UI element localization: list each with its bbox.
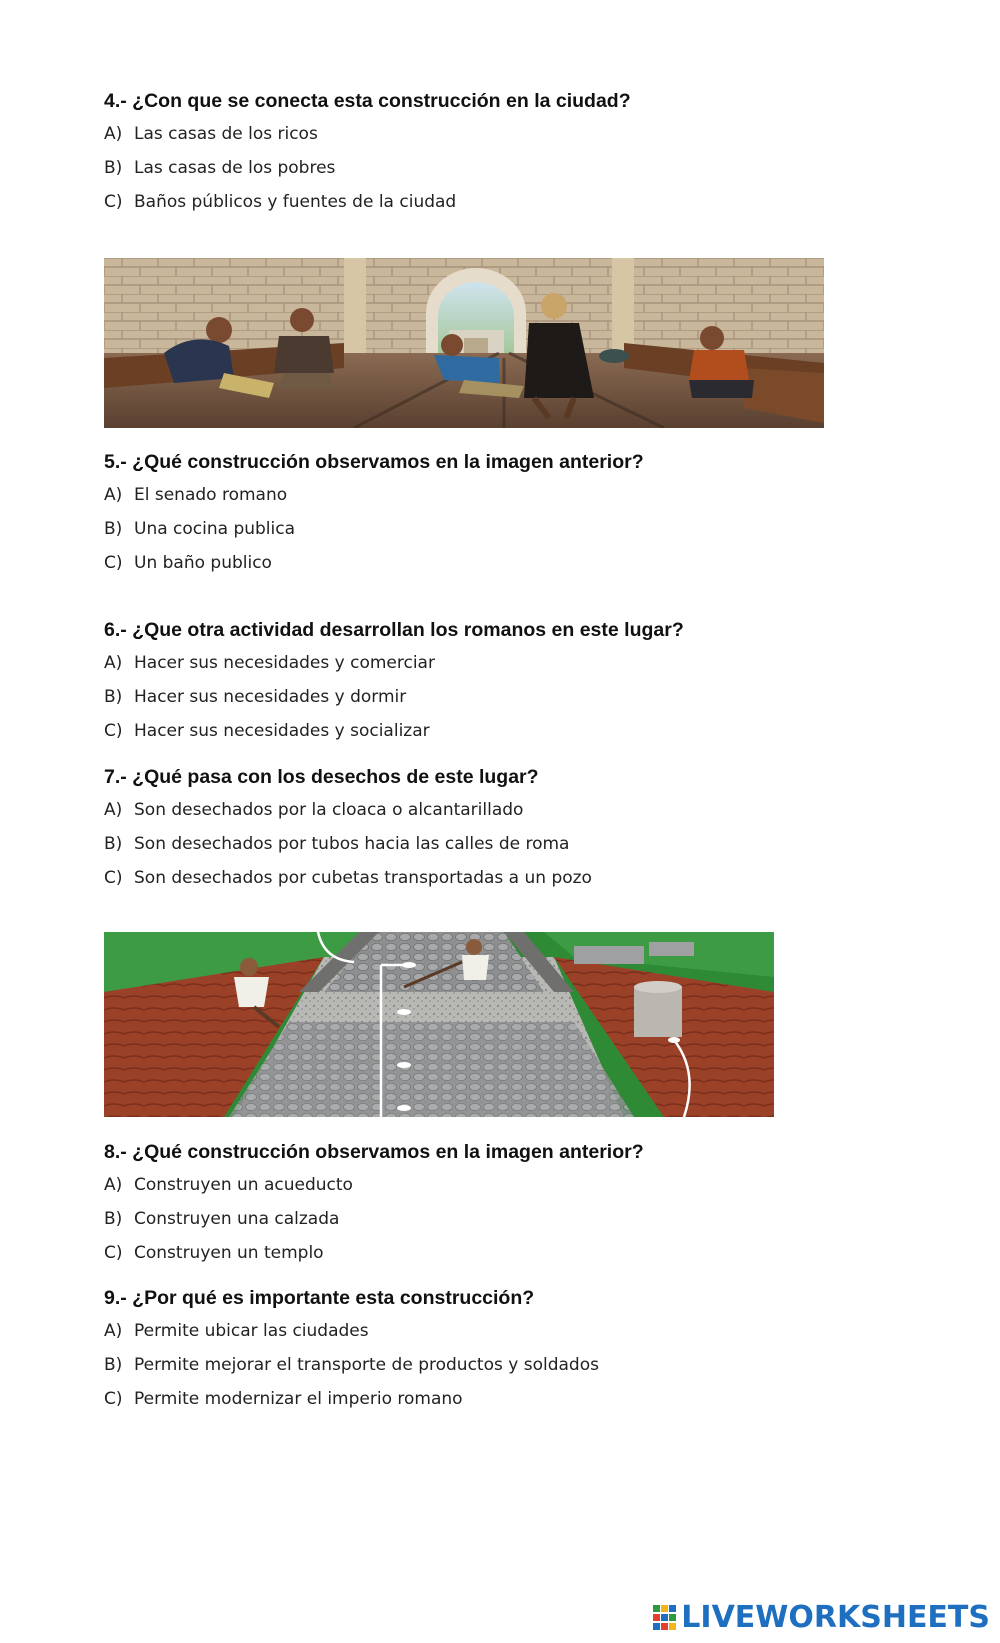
question-5-title: 5.- ¿Qué construcción observamos en la imagen anterior?	[104, 451, 644, 473]
liveworksheets-grid-icon	[653, 1605, 677, 1631]
option-letter: C)	[104, 553, 123, 573]
question-6-title: 6.- ¿Que otra actividad desarrollan los romanos en este lugar?	[104, 619, 684, 641]
option-letter: B)	[104, 158, 123, 178]
question-7-title: 7.- ¿Qué pasa con los desechos de este lugar?	[104, 766, 539, 788]
option-text: Una cocina publica	[134, 519, 296, 539]
option-text: Hacer sus necesidades y socializar	[134, 721, 430, 741]
question-8-option-c[interactable]	[104, 1243, 324, 1263]
option-letter: C)	[104, 1243, 123, 1263]
option-text: Construyen un acueducto	[134, 1175, 353, 1195]
question-9-title: 9.- ¿Por qué es importante esta construcción?	[104, 1287, 535, 1309]
option-text: Las casas de los ricos	[134, 124, 318, 144]
question-4-option-a[interactable]	[104, 124, 318, 144]
option-letter: A)	[104, 653, 123, 673]
option-text: Las casas de los pobres	[134, 158, 336, 178]
option-text: Construyen una calzada	[134, 1209, 340, 1229]
option-letter: A)	[104, 1321, 123, 1341]
question-7-option-b[interactable]	[104, 834, 569, 854]
option-letter: B)	[104, 519, 123, 539]
option-text: Un baño publico	[134, 553, 272, 573]
option-letter: A)	[104, 485, 123, 505]
question-4-title: 4.- ¿Con que se conecta esta construcción en la ciudad?	[104, 90, 631, 112]
question-5-option-b[interactable]	[104, 519, 295, 539]
option-letter: A)	[104, 124, 123, 144]
question-9-option-a[interactable]	[104, 1321, 369, 1341]
option-text: Hacer sus necesidades y dormir	[134, 687, 407, 707]
option-letter: C)	[104, 721, 123, 741]
option-letter: A)	[104, 1175, 123, 1195]
question-7-option-a[interactable]	[104, 800, 523, 820]
liveworksheets-wordmark: LIVEWORKSHEETS	[681, 1600, 990, 1635]
question-8-option-b[interactable]	[104, 1209, 339, 1229]
question-9-option-c[interactable]	[104, 1389, 463, 1409]
option-text: Son desechados por cubetas transportadas a un pozo	[134, 868, 592, 888]
roman-bath-illustration	[104, 258, 824, 428]
question-6-option-a[interactable]	[104, 653, 435, 673]
option-letter: B)	[104, 1209, 123, 1229]
question-8-option-a[interactable]	[104, 1175, 353, 1195]
option-text: Permite mejorar el transporte de productos y soldados	[134, 1355, 599, 1375]
question-9-option-b[interactable]	[104, 1355, 599, 1375]
option-text: Son desechados por tubos hacia las calles de roma	[134, 834, 570, 854]
option-letter: C)	[104, 1389, 123, 1409]
liveworksheets-logo[interactable]	[653, 1600, 990, 1635]
option-letter: B)	[104, 834, 123, 854]
question-5-option-c[interactable]	[104, 553, 272, 573]
question-6-option-b[interactable]	[104, 687, 406, 707]
option-letter: B)	[104, 687, 123, 707]
option-text: Construyen un templo	[134, 1243, 324, 1263]
option-text: Son desechados por la cloaca o alcantarillado	[134, 800, 524, 820]
question-6-option-c[interactable]	[104, 721, 430, 741]
option-text: Hacer sus necesidades y comerciar	[134, 653, 435, 673]
option-text: Permite modernizar el imperio romano	[134, 1389, 463, 1409]
option-letter: B)	[104, 1355, 123, 1375]
option-letter: C)	[104, 868, 123, 888]
question-5-option-a[interactable]	[104, 485, 287, 505]
question-4-option-b[interactable]	[104, 158, 335, 178]
option-letter: A)	[104, 800, 123, 820]
option-text: Baños públicos y fuentes de la ciudad	[134, 192, 457, 212]
roman-road-illustration	[104, 932, 774, 1117]
question-4-option-c[interactable]	[104, 192, 456, 212]
option-text: Permite ubicar las ciudades	[134, 1321, 369, 1341]
question-8-title: 8.- ¿Qué construcción observamos en la imagen anterior?	[104, 1141, 644, 1163]
question-7-option-c[interactable]	[104, 868, 592, 888]
option-text: El senado romano	[134, 485, 288, 505]
option-letter: C)	[104, 192, 123, 212]
